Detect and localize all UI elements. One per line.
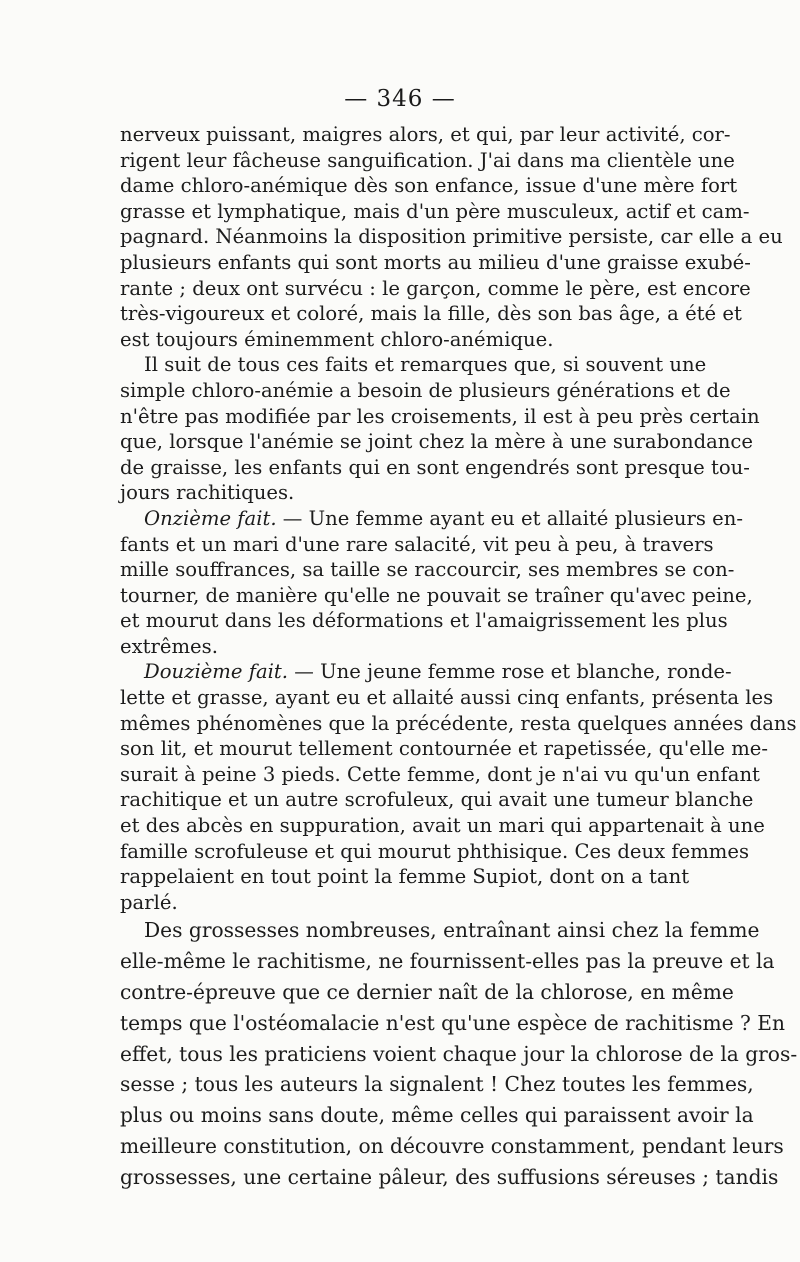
text-line: tourner, de manière qu'elle ne pouvait se traîner qu'avec peine, (120, 583, 753, 607)
section-heading: Onzième fait. (144, 506, 277, 530)
text-line: mille souffrances, sa taille se raccourcir, ses membres se con- (120, 558, 735, 582)
section-heading: Douzième fait. (144, 660, 289, 684)
body-text (120, 122, 798, 1193)
paragraph (120, 915, 798, 1192)
paragraph (120, 506, 753, 660)
text-line: elle-même le rachitisme, ne fournissent-elles pas la preuve et la (120, 949, 775, 974)
paragraph (120, 352, 760, 506)
text-line: n'être pas modifiée par les croisements, il est à peu près certain (120, 404, 760, 428)
text-line (120, 659, 732, 685)
text-line: famille scrofuleuse et qui mourut phthisique. Ces deux femmes (120, 839, 750, 863)
text-line: meilleure constitution, on découvre constamment, pendant leurs (120, 1133, 784, 1158)
text-line: Des grossesses nombreuses, entraînant ainsi chez la femme (144, 918, 760, 943)
text-line: très-vigoureux et coloré, mais la fille, dès son bas âge, a été et (120, 302, 742, 326)
text-line: extrêmes. (120, 634, 218, 658)
text-line: parlé. (120, 890, 178, 914)
text-line: jours rachitiques. (120, 481, 295, 505)
text-run: — Une jeune femme rose et blanche, ronde- (288, 660, 732, 684)
text-run: — Une femme ayant eu et allaité plusieurs en- (276, 506, 744, 530)
text-line: simple chloro-anémie a besoin de plusieurs générations et de (120, 378, 731, 402)
text-line: et mourut dans les déformations et l'amaigrissement les plus (120, 609, 728, 633)
text-line: effet, tous les praticiens voient chaque jour la chlorose de la gros- (120, 1041, 798, 1066)
text-line: dame chloro-anémique dès son enfance, issue d'une mère fort (120, 174, 738, 198)
text-line: contre-épreuve que ce dernier naît de la chlorose, en même (120, 980, 734, 1004)
paragraph (120, 122, 783, 352)
text-line: surait à peine 3 pieds. Cette femme, dont je n'ai vu qu'un enfant (120, 762, 760, 786)
text-line: que, lorsque l'anémie se joint chez la mère à une surabondance (120, 430, 753, 454)
text-line: rigent leur fâcheuse sanguification. J'ai dans ma clientèle une (120, 148, 735, 172)
text-line: sesse ; tous les auteurs la signalent ! Chez toutes les femmes, (120, 1072, 754, 1097)
text-line: grasse et lymphatique, mais d'un père musculeux, actif et cam- (120, 199, 750, 223)
text-line: Il suit de tous ces faits et remarques que, si souvent une (144, 353, 707, 377)
paragraph (120, 659, 797, 915)
text-line: fants et un mari d'une rare salacité, vit peu à peu, à travers (120, 532, 714, 556)
text-line: plusieurs enfants qui sont morts au milieu d'une graisse exubé- (120, 250, 751, 274)
text-line: et des abcès en suppuration, avait un mari qui appartenait à une (120, 814, 765, 838)
text-line: son lit, et mourut tellement contournée et rapetissée, qu'elle me- (120, 737, 769, 761)
text-line: pagnard. Néanmoins la disposition primitive persiste, car elle a eu (120, 225, 783, 249)
text-line: grossesses, une certaine pâleur, des suffusions séreuses ; tandis (120, 1164, 779, 1189)
text-line: mêmes phénomènes que la précédente, resta quelques années dans (120, 711, 797, 735)
text-line: rante ; deux ont survécu : le garçon, comme le père, est encore (120, 276, 751, 300)
text-line: de graisse, les enfants qui en sont engendrés sont presque tou- (120, 455, 750, 479)
text-line: rappelaient en tout point la femme Supiot, dont on a tant (120, 865, 690, 889)
text-line: lette et grasse, ayant eu et allaité aussi cinq enfants, présenta les (120, 686, 774, 710)
page-number: — 346 — (344, 86, 456, 112)
text-line (120, 506, 744, 532)
text-line: temps que l'ostéomalacie n'est qu'une espèce de rachitisme ? En (120, 1010, 785, 1035)
text-line: plus ou moins sans doute, même celles qui paraissent avoir la (120, 1103, 754, 1128)
text-line: nerveux puissant, maigres alors, et qui, par leur activité, cor- (120, 123, 731, 146)
text-line: est toujours éminemment chloro-anémique. (120, 327, 554, 351)
text-line: rachitique et un autre scrofuleux, qui avait une tumeur blanche (120, 788, 754, 812)
